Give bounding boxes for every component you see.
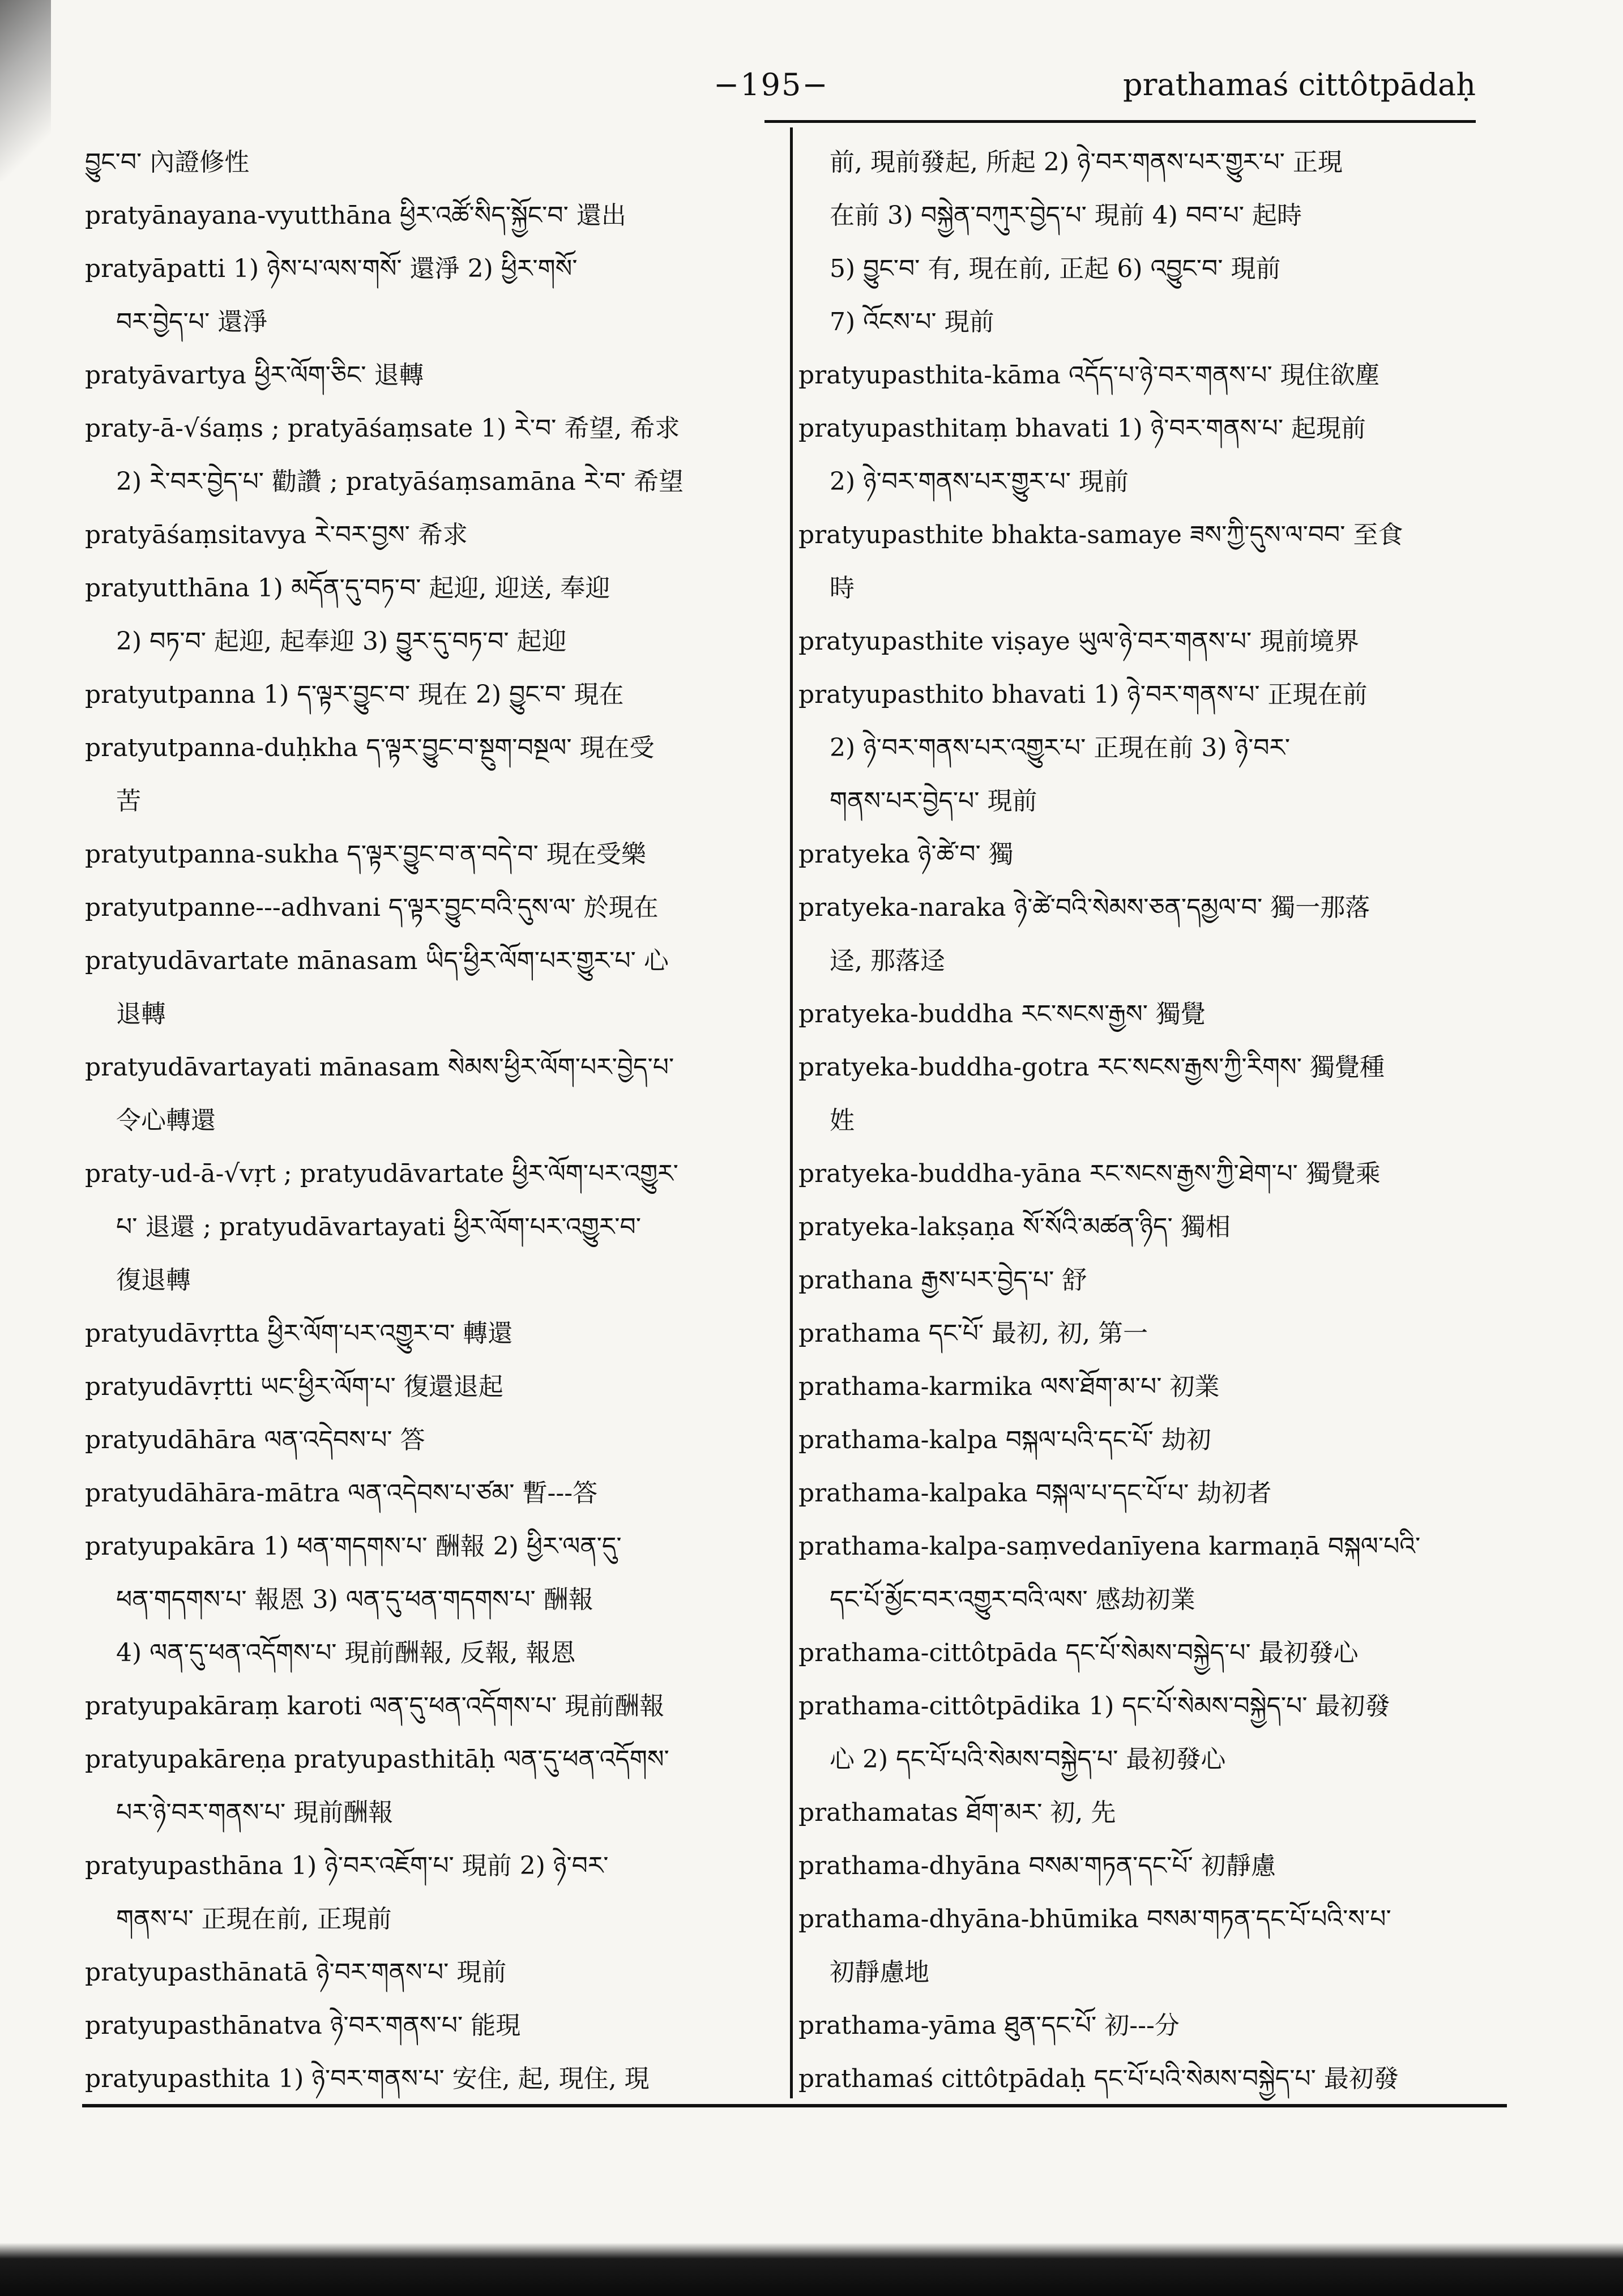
entry-line: 4) ལན་དུ་ཕན་འདོགས་པ་ 現前酬報, 反報, 報恩 — [116, 1638, 576, 1667]
entry-line: 2) ཉེ་བར་གནས་པར་འགྱུར་པ་ 正現在前 3) ཉེ་བར་ — [830, 733, 1291, 762]
entry-line: pratyutpanna-sukha ད་ལྟར་བྱུང་བ་ན་བདེ་བ་ 現在受樂 — [85, 840, 646, 869]
entry-line: 2) རེ་བར་བྱེད་པ་ 勸讚 ; pratyāśaṃsamāna རེ་བ་ 希望 — [116, 467, 684, 496]
entry-line: prathamatas ཐོག་མར་ 初, 先 — [798, 1798, 1116, 1827]
entry-line: prathamaś cittôtpādaḥ དང་པོ་པའི་སེམས་བསྐྱེད་པ་ 最初發 — [798, 2064, 1399, 2093]
entry-line: pratyutpanna-duḥkha ད་ལྟར་བྱུང་བ་སྔུག་བསྔལ་ 現在受 — [85, 733, 655, 762]
entry-line: pratyutpanne---adhvani ད་ལྟར་བྱུང་བའི་དུས་ལ་ 於現在 — [85, 893, 659, 922]
entry-line: 初靜慮地 — [830, 1958, 929, 1987]
entry-line: pratyupasthita 1) ཉེ་བར་གནས་པ་ 安住, 起, 現住, 現 — [85, 2064, 650, 2093]
entry-line: 退轉 — [116, 1000, 166, 1028]
entry-line: prathama དང་པོ་ 最初, 初, 第一 — [798, 1319, 1148, 1348]
entry-line: 5) བྱུང་བ་ 有, 現在前, 正起 6) འབྱུང་བ་ 現前 — [830, 254, 1281, 283]
entry-line: pratyāvartya ཕྱིར་ལོག་ཅིང་ 退轉 — [85, 361, 424, 390]
entry-line: prathama-kalpaka བསྐལ་པ་དང་པོ་པ་ 劫初者 — [798, 1479, 1272, 1508]
entry-line: བྱུང་བ་ 內證修性 — [85, 148, 250, 177]
entry-line: དང་པོ་མྱོང་བར་འགྱུར་བའི་ལས་ 感劫初業 — [830, 1585, 1195, 1614]
entry-line: prathama-yāma ཐུན་དང་པོ་ 初---分 — [798, 2011, 1180, 2040]
entry-line: praty-ud-ā-√vṛt ; pratyudāvartate ཕྱིར་ལོག་པར་འགྱུར་ — [85, 1159, 678, 1188]
entry-line: prathama-dhyāna བསམ་གཏན་དང་པོ་ 初靜慮 — [798, 1851, 1276, 1880]
entry-line: pratyeka-buddha-gotra རང་སངས་རྒྱས་ཀྱི་རིགས་ 獨覺種 — [798, 1053, 1385, 1082]
entry-line: 苦 — [116, 787, 141, 816]
entry-line: pratyudāvartayati mānasam སེམས་ཕྱིར་ལོག་པར་བྱེད་པ་ — [85, 1053, 674, 1082]
entry-line: བར་བྱེད་པ་ 還淨 — [116, 308, 268, 336]
entry-line: prathama-cittôtpādika 1) དང་པོ་སེམས་བསྐྱེད་པ་ 最初發 — [798, 1692, 1390, 1721]
entry-line: 前, 現前發起, 所起 2) ཉེ་བར་གནས་པར་གྱུར་པ་ 正現 — [830, 148, 1343, 177]
scan-shadow-left — [0, 0, 51, 181]
entry-line: praty-ā-√śaṃs ; pratyāśaṃsate 1) རེ་བ་ 希望, 希求 — [85, 414, 680, 443]
left-column — [85, 136, 776, 2106]
entry-line: 7) འོངས་པ་ 現前 — [830, 308, 994, 336]
entry-line: 心 2) དང་པོ་པའི་སེམས་བསྐྱེད་པ་ 最初發心 — [830, 1745, 1226, 1774]
entry-line: prathama-cittôtpāda དང་པོ་སེམས་བསྐྱེད་པ་ 最初發心 — [798, 1638, 1359, 1667]
scan-shadow-bottom — [0, 2243, 1623, 2296]
entry-line: prathana རྒྱས་པར་བྱེད་པ་ 舒 — [798, 1266, 1087, 1295]
entry-line: prathama-kalpa-saṃvedanīyena karmaṇā བསྐལ་པའི་ — [798, 1532, 1421, 1561]
entry-line: pratyupasthita-kāma འདོད་པ་ཉེ་བར་གནས་པ་ 現住欲塵 — [798, 361, 1380, 390]
entry-line: pratyupasthite viṣaye ཡུལ་ཉེ་བར་གནས་པ་ 現前境界 — [798, 627, 1360, 656]
entry-line: prathama-dhyāna-bhūmika བསམ་གཏན་དང་པོ་པའི་ས་པ་ — [798, 1905, 1391, 1934]
entry-line: 令心轉還 — [116, 1106, 216, 1135]
entry-line: prathama-kalpa བསྐལ་པའི་དང་པོ་ 劫初 — [798, 1426, 1211, 1454]
entry-line: pratyeka-buddha རང་སངས་རྒྱས་ 獨覺 — [798, 1000, 1206, 1028]
entry-line: 在前 3) བསྐྱེན་བཀུར་བྱེད་པ་ 現前 4) བབ་པ་ 起時 — [830, 201, 1302, 230]
entry-line: 2) ཉེ་བར་གནས་པར་གྱུར་པ་ 現前 — [830, 467, 1129, 496]
running-head-word: prathamaś cittôtpādaḥ — [1123, 67, 1476, 103]
footer-rule — [82, 2104, 1507, 2107]
entry-line: 復退轉 — [116, 1266, 191, 1295]
entry-line: pratyudāhāra ལན་འདེབས་པ་ 答 — [85, 1426, 425, 1454]
entry-line: pratyāśaṃsitavya རེ་བར་བྱས་ 希求 — [85, 520, 468, 549]
entry-line: 姓 — [830, 1106, 855, 1135]
entry-line: pratyānayana-vyutthāna ཕྱིར་འཚོ་སིད་སྐྱོང་བ་ 還出 — [85, 201, 626, 230]
entry-line: pratyupasthāna 1) ཉེ་བར་འཇོག་པ་ 現前 2) ཉེ་བར་ — [85, 1851, 609, 1880]
entry-line: ཕན་གདགས་པ་ 報恩 3) ལན་དུ་ཕན་གདགས་པ་ 酬報 — [116, 1585, 593, 1614]
entry-line: pratyupakāreṇa pratyupasthitāḥ ལན་དུ་ཕན་འདོགས་ — [85, 1745, 669, 1774]
entry-line: pratyupasthito bhavati 1) ཉེ་བར་གནས་པ་ 正現在前 — [798, 680, 1368, 709]
entry-line: pratyupasthite bhakta-samaye ཟས་ཀྱི་དུས་ལ་བབ་ 至食 — [798, 520, 1403, 549]
entry-line: pratyāpatti 1) ཉེས་པ་ལས་གསོ་ 還淨 2) ཕྱིར་གསོ་ — [85, 254, 578, 283]
entry-line: པར་ཉེ་བར་གནས་པ་ 現前酬報 — [116, 1798, 394, 1827]
entry-line: 時 — [830, 574, 855, 603]
entry-line: pratyutpanna 1) ད་ལྟར་བྱུང་བ་ 現在 2) བྱུང་བ་ 現在 — [85, 680, 624, 709]
header-rule — [764, 120, 1476, 123]
entry-line: pratyupasthānatā ཉེ་བར་གནས་པ་ 現前 — [85, 1958, 507, 1987]
column-divider — [790, 127, 793, 2098]
entry-line: pratyudāhāra-mātra ལན་འདེབས་པ་ཙམ་ 暫---答 — [85, 1479, 598, 1508]
entry-line: pratyupakāra 1) ཕན་གདགས་པ་ 酬報 2) ཕྱིར་ལན་དུ་ — [85, 1532, 622, 1561]
entry-line: གནས་པ་ 正現在前, 正現前 — [116, 1905, 392, 1934]
entry-line: pratyupakāraṃ karoti ལན་དུ་ཕན་འདོགས་པ་ 現前酬報 — [85, 1692, 665, 1721]
entry-line: pratyeka-naraka ཉེ་ཚེ་བའི་སེམས་ཅན་དམྱལ་བ་ 獨一那落 — [798, 893, 1370, 922]
right-column — [798, 136, 1501, 2106]
entry-line: pratyudāvṛtta ཕྱིར་ལོག་པར་འགྱུར་བ་ 轉還 — [85, 1319, 513, 1348]
entry-line: pratyeka ཉེ་ཚེ་བ་ 獨 — [798, 840, 1014, 869]
entry-line: གནས་པར་བྱེད་པ་ 現前 — [830, 787, 1037, 816]
entry-line: 迳, 那落迳 — [830, 946, 945, 975]
entry-line: pratyutthāna 1) མདོན་དུ་བཏ་བ་ 起迎, 迎送, 奉迎 — [85, 574, 610, 603]
entry-line: pratyupasthānatva ཉེ་བར་གནས་པ་ 能現 — [85, 2011, 521, 2040]
entry-line: pratyudāvartate mānasam ཡིད་ཕྱིར་ལོག་པར་གྱུར་པ་ 心 — [85, 946, 669, 975]
entry-line: prathama-karmika ལས་ཐོག་མ་པ་ 初業 — [798, 1372, 1220, 1401]
page-number: −195− — [714, 67, 829, 103]
entry-line: པ་ 退還 ; pratyudāvartayati ཕྱིར་ལོག་པར་འགྱུར་བ་ — [116, 1213, 641, 1241]
entry-line: pratyeka-buddha-yāna རང་སངས་རྒྱས་ཀྱི་ཐེག་པ་ 獨覺乘 — [798, 1159, 1381, 1188]
entry-line: pratyupasthitaṃ bhavati 1) ཉེ་བར་གནས་པ་ 起現前 — [798, 414, 1366, 443]
entry-line: pratyudāvṛtti ཡང་ཕྱིར་ལོག་པ་ 復還退起 — [85, 1372, 503, 1401]
entry-line: pratyeka-lakṣaṇa སོ་སོའི་མཚན་ཉིད་ 獨相 — [798, 1213, 1231, 1241]
running-head — [668, 67, 1476, 112]
entry-line: 2) བཏ་བ་ 起迎, 起奉迎 3) བྱུར་དུ་བཏ་བ་ 起迎 — [116, 627, 567, 656]
